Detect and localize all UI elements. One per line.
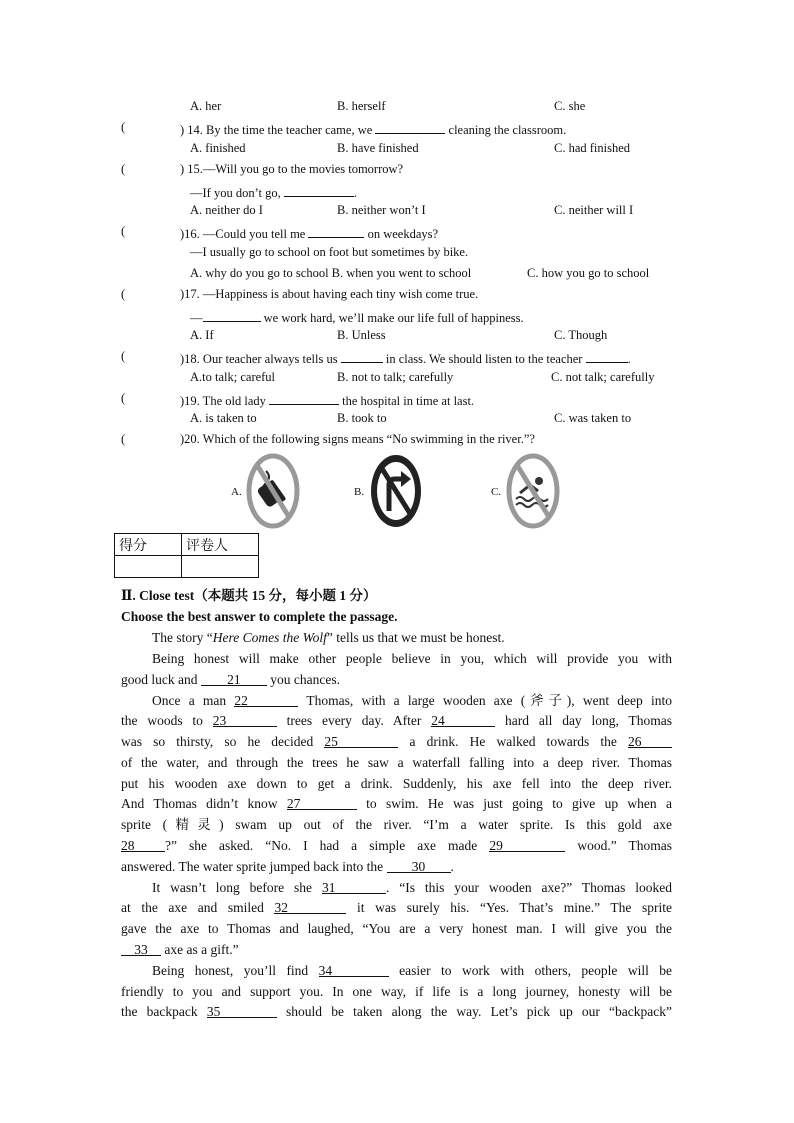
answer-blank-22: 22 xyxy=(234,692,298,707)
q17-option-b: B. Unless xyxy=(337,328,386,342)
answer-blank-32: 32 xyxy=(274,899,346,914)
answer-paren: ( xyxy=(121,349,126,363)
q17-option-c: C. Though xyxy=(554,328,608,342)
answer-blank xyxy=(269,390,339,405)
passage-line: gave the axe to Thomas and laughed, “You are a very honest man. I will give you the xyxy=(121,921,672,936)
answer-blank-31: 31 xyxy=(322,879,386,894)
passage-line: put his wooden axe down to get a drink. Suddenly, his axe fell into the deep river. xyxy=(121,776,672,791)
answer-paren: ( xyxy=(121,162,126,176)
q18-option-c: C. not talk; carefully xyxy=(551,370,655,384)
q19-option-b: B. took to xyxy=(337,411,387,425)
section-instruction: Choose the best answer to complete the passage. xyxy=(121,609,398,624)
q18-option-a: A.to talk; careful xyxy=(190,370,276,384)
passage-line: was so thirsty, so he decided 25 a drink. He walked towards the 26 xyxy=(121,733,672,751)
q13-option-b: B. herself xyxy=(337,99,386,113)
answer-blank-34: 34 xyxy=(319,962,389,977)
answer-paren: ( xyxy=(121,391,126,405)
answer-paren: ( xyxy=(121,120,126,134)
passage-line: good luck and 21 you chances. xyxy=(121,672,340,687)
answer-blank-33: 33 xyxy=(121,941,161,956)
q17-stem: )17. —Happiness is about having each tiny wish come true. xyxy=(180,287,479,301)
answer-blank xyxy=(341,348,383,363)
q17-reply: — we work hard, we’ll make our life full of happiness. xyxy=(190,307,524,326)
passage-line: Being honest will make other people believe in you, which will provide you with xyxy=(152,651,672,666)
q19-option-c: C. was taken to xyxy=(554,411,632,425)
q15-stem: ) 15.—Will you go to the movies tomorrow? xyxy=(180,162,404,176)
answer-paren: ( xyxy=(121,287,126,301)
q13-option-c: C. she xyxy=(554,99,586,113)
passage-line: 33 axe as a gift.” xyxy=(121,941,239,959)
q16-option-c: C. how you go to school xyxy=(527,266,650,280)
q16-option-ab: A. why do you go to school B. when you went to school xyxy=(190,266,472,280)
q18-stem: )18. Our teacher always tells us in class. We should listen to the teacher . xyxy=(180,348,631,367)
score-cell xyxy=(115,556,182,578)
passage-line: the woods to 23 trees every day. After 24 hard all day long, Thomas xyxy=(121,713,672,728)
q16-stem: )16. —Could you tell me on weekdays? xyxy=(180,223,438,242)
answer-paren: ( xyxy=(121,432,126,446)
passage-line: answered. The water sprite jumped back into the 30 . xyxy=(121,859,454,874)
q14-stem: ) 14. By the time the teacher came, we cleaning the classroom. xyxy=(180,119,566,138)
answer-blank-23: 23 xyxy=(213,712,277,727)
q17-option-a: A. If xyxy=(190,328,214,342)
passage-line: of the water, and through the trees he saw a waterfall falling into a deep river. Thomas xyxy=(121,755,672,770)
score-table xyxy=(114,533,259,578)
answer-blank-24: 24 xyxy=(431,712,495,727)
answer-blank xyxy=(586,348,628,363)
answer-blank xyxy=(308,223,364,238)
q15-option-a: A. neither do I xyxy=(190,203,263,217)
passage-line: friendly to you and support you. In one way, if life is a long journey, honesty will be xyxy=(121,984,672,999)
q18-option-b: B. not to talk; carefully xyxy=(337,370,454,384)
passage-line: The story “Here Comes the Wolf” tells us that we must be honest. xyxy=(152,630,505,645)
answer-blank-29: 29 xyxy=(489,837,565,852)
passage-line: the backpack 35 should be taken along the way. Let’s pick up our “backpack” xyxy=(121,1004,673,1019)
answer-blank-25: 25 xyxy=(324,733,398,748)
passage-line: at the axe and smiled 32 it was surely his. “Yes. That’s mine.” The sprite xyxy=(121,900,672,915)
answer-blank xyxy=(284,182,354,197)
no-swimming-sign-icon xyxy=(506,453,560,529)
passage-line: It wasn’t long before she 31 . “Is this your wooden axe?” Thomas looked xyxy=(152,880,673,895)
passage-line: 28 ?” she asked. “No. I had a simple axe made 29 wood.” Thomas xyxy=(121,838,673,853)
q14-option-a: A. finished xyxy=(190,141,246,155)
answer-blank xyxy=(375,119,445,134)
grader-header: 评卷人 xyxy=(182,534,259,556)
q15-option-c: C. neither will I xyxy=(554,203,634,217)
q19-stem: )19. The old lady the hospital in time at last. xyxy=(180,390,474,409)
answer-blank-35: 35 xyxy=(207,1003,277,1018)
answer-paren: ( xyxy=(121,224,126,238)
score-header: 得分 xyxy=(115,534,182,556)
passage-line: sprite (精灵) swam up out of the river. “I’m a water sprite. Is this gold axe xyxy=(121,817,672,832)
sign-label-a: A. xyxy=(231,486,242,498)
no-smoking-sign-icon xyxy=(246,453,300,529)
no-right-turn-sign-icon xyxy=(369,453,423,529)
grader-cell xyxy=(182,556,259,578)
section-title: Ⅱ. Close test（本题共 15 分，每小题 1 分） xyxy=(121,588,377,603)
answer-blank-27: 27 xyxy=(287,795,357,810)
answer-blank-30: 30 xyxy=(387,858,451,873)
q14-option-c: C. had finished xyxy=(554,141,631,155)
passage-line: Once a man 22 Thomas, with a large wooden axe (斧子), went deep into xyxy=(152,693,673,708)
answer-blank-28: 28 xyxy=(121,837,165,852)
answer-blank-21: 21 xyxy=(201,671,267,686)
q19-option-a: A. is taken to xyxy=(190,411,257,425)
sign-label-b: B. xyxy=(354,486,365,498)
answer-blank-26: 26 xyxy=(628,733,672,748)
q14-option-b: B. have finished xyxy=(337,141,419,155)
q15-option-b: B. neither won’t I xyxy=(337,203,426,217)
sign-label-c: C. xyxy=(491,486,502,498)
q15-reply: —If you don’t go, . xyxy=(190,182,357,201)
q13-option-a: A. her xyxy=(190,99,222,113)
q20-stem: )20. Which of the following signs means “No swimming in the river.”? xyxy=(180,432,535,446)
passage-line: Being honest, you’ll find 34 easier to work with others, people will be xyxy=(152,963,673,978)
q16-reply: —I usually go to school on foot but sometimes by bike. xyxy=(190,245,469,259)
passage-line: And Thomas didn’t know 27 to swim. He was just going to give up when a xyxy=(121,796,672,811)
answer-blank xyxy=(203,307,261,322)
